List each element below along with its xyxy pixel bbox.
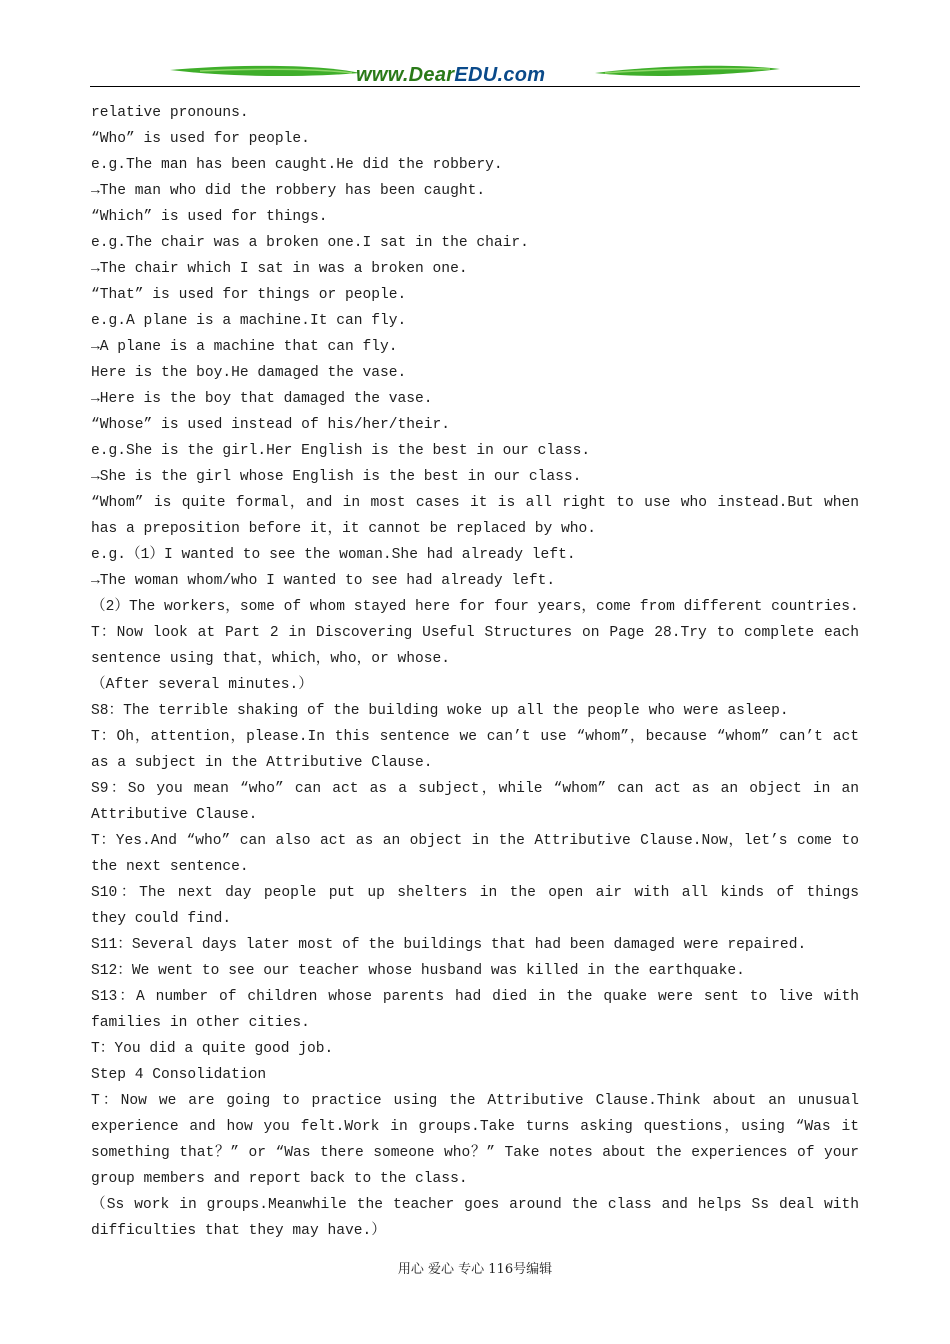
page-footer: 用心 爱心 专心 116号编辑 <box>397 1262 553 1277</box>
site-logo-www: www.Dear <box>356 64 455 86</box>
text-line: →The woman whom/who I wanted to see had already left. <box>91 573 556 589</box>
text-line: （Ss work in groups.Meanwhile the teacher goes around the class and helps Ss deal with <box>91 1197 859 1213</box>
text-line: “Which” is used for things. <box>91 209 328 225</box>
text-line: e.g.The man has been caught.He did the robbery. <box>91 157 503 173</box>
text-line: Here is the boy.He damaged the vase. <box>91 365 407 381</box>
text-line: →Here is the boy that damaged the vase. <box>91 391 433 407</box>
text-line: T：Yes.And “who” can also act as an object in the Attributive Clause.Now，let’s come to <box>91 833 859 849</box>
text-line: e.g.The chair was a broken one.I sat in the chair. <box>91 235 529 251</box>
text-line: “Whom” is quite formal，and in most cases it is all right to use who instead.But when <box>91 495 859 511</box>
document-body <box>91 100 859 1244</box>
text-line: families in other cities. <box>91 1015 310 1031</box>
text-line: T：Now we are going to practice using the Attributive Clause.Think about an unusual <box>91 1093 859 1109</box>
text-line: they could find. <box>91 911 232 927</box>
text-line: T：You did a quite good job. <box>91 1041 334 1057</box>
text-line: S8：The terrible shaking of the building woke up all the people who were asleep. <box>91 703 789 719</box>
text-line: “Whose” is used instead of his/her/their. <box>91 417 451 433</box>
text-line: “Who” is used for people. <box>91 131 310 147</box>
text-line: T：Now look at Part 2 in Discovering Useful Structures on Page 28.Try to complete each <box>91 625 859 641</box>
text-line: →A plane is a machine that can fly. <box>91 339 398 355</box>
text-line: Step 4 Consolidation <box>91 1067 267 1083</box>
text-line: →The man who did the robbery has been caught. <box>91 183 486 199</box>
text-line: e.g.She is the girl.Her English is the best in our class. <box>91 443 591 459</box>
text-line: →She is the girl whose English is the best in our class. <box>91 469 582 485</box>
text-line: “That” is used for things or people. <box>91 287 407 303</box>
text-line: sentence using that，which，who，or whose. <box>91 651 451 667</box>
text-line: Attributive Clause. <box>91 807 258 823</box>
text-line: S13：A number of children whose parents had died in the quake were sent to live with <box>91 989 859 1005</box>
text-line: e.g.A plane is a machine.It can fly. <box>91 313 407 329</box>
header-divider <box>90 86 860 87</box>
text-line: experience and how you felt.Work in groups.Take turns asking questions，using “Was it <box>91 1119 859 1135</box>
text-line: S9：So you mean “who” can act as a subject，while “whom” can act as an object in an <box>91 781 859 797</box>
text-line: （After several minutes.） <box>91 677 313 693</box>
text-line: →The chair which I sat in was a broken one. <box>91 261 468 277</box>
site-logo-edu: EDU.com <box>454 64 546 86</box>
text-line: group members and report back to the class. <box>91 1171 468 1187</box>
text-line: S12：We went to see our teacher whose husband was killed in the earthquake. <box>91 963 745 979</box>
text-line: has a preposition before it，it cannot be replaced by who. <box>91 521 597 537</box>
text-line: difficulties that they may have.） <box>91 1223 386 1239</box>
text-line: （2）The workers，some of whom stayed here for four years，come from different countries. <box>91 599 859 615</box>
text-line: e.g.（1）I wanted to see the woman.She had already left. <box>91 547 576 563</box>
text-line: T：Oh，attention，please.In this sentence we can’t use “whom”，because “whom” can’t act <box>91 729 859 745</box>
text-line: S11：Several days later most of the buildings that had been damaged were repaired. <box>91 937 807 953</box>
site-logo-text <box>356 64 545 87</box>
text-line: something that？” or “Was there someone who？” Take notes about the experiences of your <box>91 1145 859 1161</box>
text-line: the next sentence. <box>91 859 249 875</box>
text-line: as a subject in the Attributive Clause. <box>91 755 433 771</box>
text-line: S10：The next day people put up shelters in the open air with all kinds of things <box>91 885 859 901</box>
text-line: relative pronouns. <box>91 105 249 121</box>
